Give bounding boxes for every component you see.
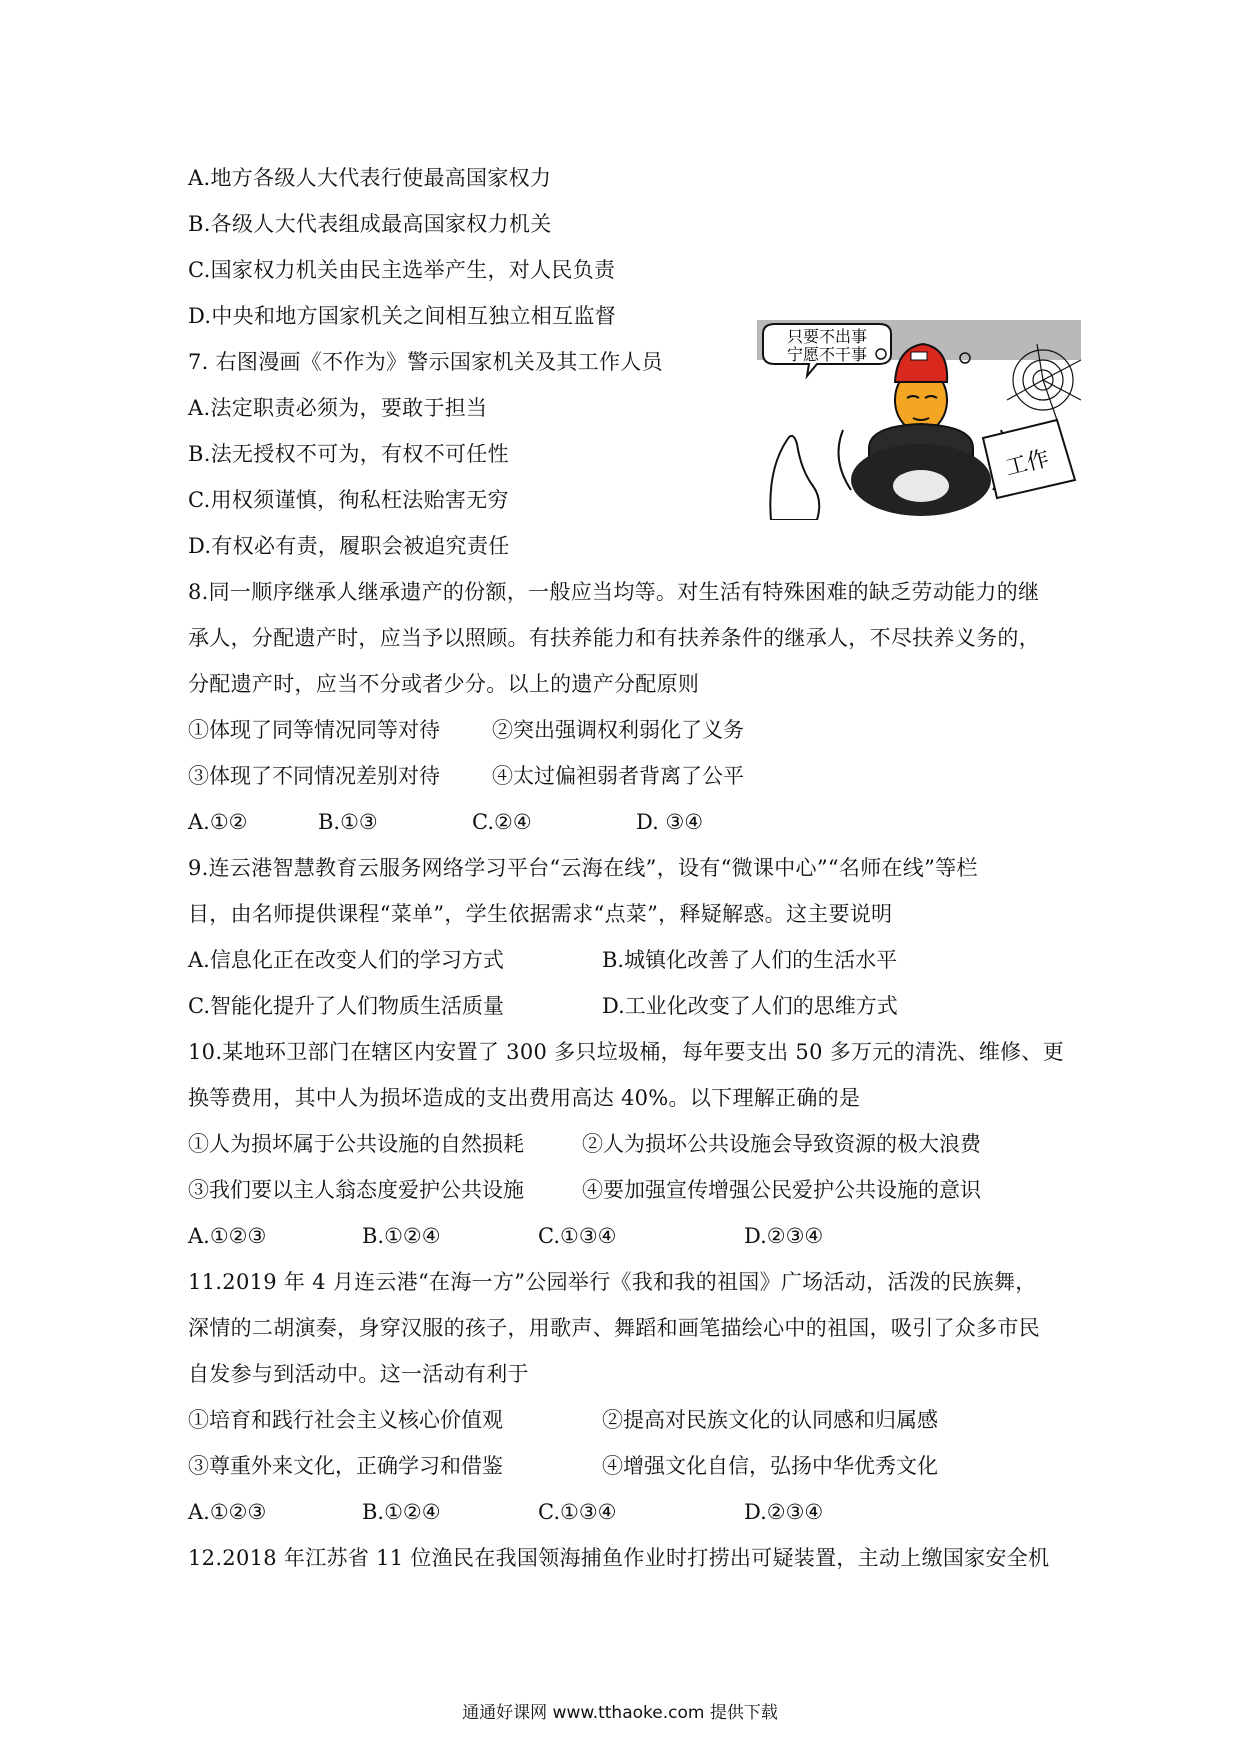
q8-item-2: ②突出强调权利弱化了义务 — [492, 718, 744, 742]
q11-choice-d: D.②③④ — [744, 1500, 824, 1524]
q10-item-1: ①人为损坏属于公共设施的自然损耗 — [188, 1132, 524, 1156]
q9-stem-line-2: 目，由名师提供课程“菜单”，学生依据需求“点菜”，释疑解惑。这主要说明 — [188, 902, 893, 926]
q11-item-4: ④增强文化自信，弘扬中华优秀文化 — [602, 1454, 938, 1478]
q8-item-4: ④太过偏袒弱者背离了公平 — [492, 764, 744, 788]
q7-option-c: C.用权须谨慎，徇私枉法贻害无穷 — [188, 488, 509, 512]
q11-stem-line-2: 深情的二胡演奏，身穿汉服的孩子，用歌声、舞蹈和画笔描绘心中的祖国，吸引了众多市民 — [188, 1316, 1040, 1340]
q8-stem-line-3: 分配遗产时，应当不分或者少分。以上的遗产分配原则 — [188, 672, 700, 696]
q10-choice-a: A.①②③ — [188, 1224, 267, 1248]
q9-option-d: D.工业化改变了人们的思维方式 — [602, 994, 898, 1018]
q6-option-c: C.国家权力机关由民主选举产生，对人民负责 — [188, 258, 616, 282]
q9-option-a: A.信息化正在改变人们的学习方式 — [188, 948, 504, 972]
q10-stem-line-1: 10.某地环卫部门在辖区内安置了 300 多只垃圾桶，每年要支出 50 多万元的清洗、维修、更 — [188, 1040, 1064, 1064]
q7-stem: 7. 右图漫画《不作为》警示国家机关及其工作人员 — [188, 350, 663, 374]
q7-option-b: B.法无授权不可为，有权不可任性 — [188, 442, 509, 466]
cartoon-inaction — [757, 320, 1081, 520]
q11-stem-line-3: 自发参与到活动中。这一活动有利于 — [188, 1362, 529, 1386]
q12-stem-line-1: 12.2018 年江苏省 11 位渔民在我国领海捕鱼作业时打捞出可疑装置，主动上缴国家安全机 — [188, 1546, 1050, 1570]
footer-download-note: 通通好课网 www.tthaoke.com 提供下载 — [462, 1703, 778, 1723]
q10-choice-c: C.①③④ — [538, 1224, 617, 1248]
q8-stem-line-2: 承人，分配遗产时，应当予以照顾。有扶养能力和有扶养条件的继承人，不尽扶养义务的， — [188, 626, 1040, 650]
q8-choice-a: A.①② — [188, 810, 248, 834]
q10-choice-d: D.②③④ — [744, 1224, 824, 1248]
q8-choice-c: C.②④ — [472, 810, 532, 834]
q11-stem-line-1: 11.2019 年 4 月连云港“在海一方”公园举行《我和我的祖国》广场活动，活泼的民族舞， — [188, 1270, 1037, 1294]
q11-choice-a: A.①②③ — [188, 1500, 267, 1524]
q11-item-1: ①培育和践行社会主义核心价值观 — [188, 1408, 503, 1432]
q11-item-2: ②提高对民族文化的认同感和归属感 — [602, 1408, 938, 1432]
q10-item-4: ④要加强宣传增强公民爱护公共设施的意识 — [582, 1178, 981, 1202]
q10-item-3: ③我们要以主人翁态度爱护公共设施 — [188, 1178, 524, 1202]
q7-option-d: D.有权必有责，履职会被追究责任 — [188, 534, 510, 558]
q8-item-1: ①体现了同等情况同等对待 — [188, 718, 440, 742]
q9-option-b: B.城镇化改善了人们的生活水平 — [602, 948, 898, 972]
q11-choice-c: C.①③④ — [538, 1500, 617, 1524]
q7-option-a: A.法定职责必须为，要敢于担当 — [188, 396, 488, 420]
speech-text-1: 只要不出事 — [786, 327, 868, 346]
q8-stem-line-1: 8.同一顺序继承人继承遗产的份额，一般应当均等。对生活有特殊困难的缺乏劳动能力的继 — [188, 580, 1040, 604]
q8-choice-b: B.①③ — [318, 810, 378, 834]
q10-stem-line-2: 换等费用，其中人为损坏造成的支出费用高达 40%。以下理解正确的是 — [188, 1086, 861, 1110]
q8-item-3: ③体现了不同情况差别对待 — [188, 764, 440, 788]
q9-stem-line-1: 9.连云港智慧教育云服务网络学习平台“云海在线”，设有“微课中心”“名师在线”等栏 — [188, 856, 978, 880]
speech-text-2: 宁愿不干事 — [786, 345, 868, 364]
q6-option-a: A.地方各级人大代表行使最高国家权力 — [188, 166, 552, 190]
q6-option-d: D.中央和地方国家机关之间相互独立相互监督 — [188, 304, 617, 328]
q10-choice-b: B.①②④ — [362, 1224, 441, 1248]
q9-option-c: C.智能化提升了人们物质生活质量 — [188, 994, 504, 1018]
q11-item-3: ③尊重外来文化，正确学习和借鉴 — [188, 1454, 503, 1478]
q8-choice-d: D. ③④ — [636, 810, 704, 834]
paper-label: 工作 — [1003, 446, 1052, 482]
q6-option-b: B.各级人大代表组成最高国家权力机关 — [188, 212, 552, 236]
q10-item-2: ②人为损坏公共设施会导致资源的极大浪费 — [582, 1132, 981, 1156]
q11-choice-b: B.①②④ — [362, 1500, 441, 1524]
